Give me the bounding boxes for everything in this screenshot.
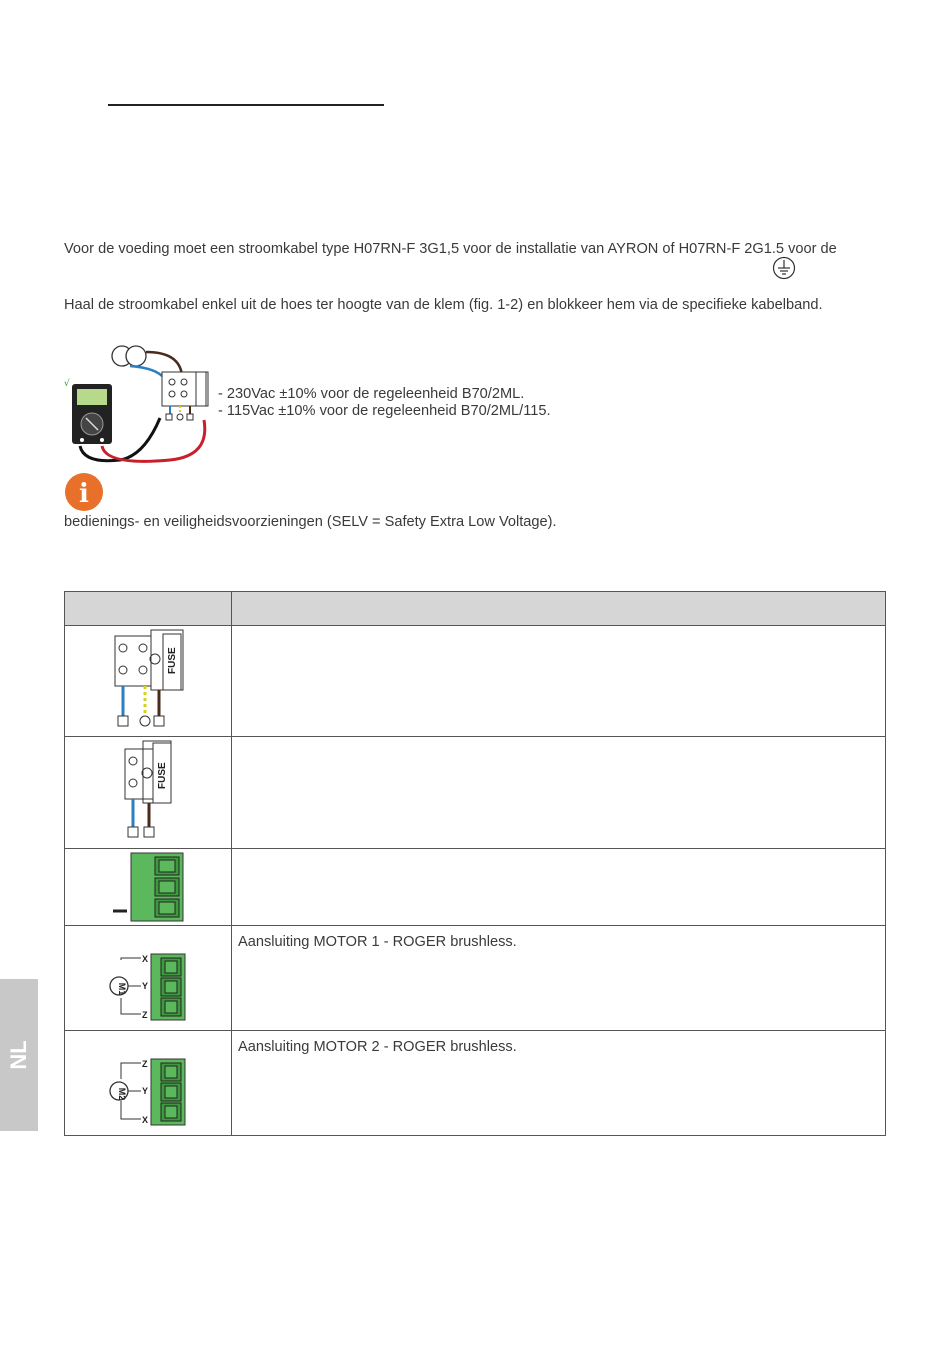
svg-text:i: i	[79, 479, 89, 509]
svg-text:Y: Y	[142, 1086, 149, 1096]
earth-symbol-icon	[772, 256, 796, 280]
header-cell-description	[232, 592, 886, 626]
table-row	[65, 926, 886, 1031]
language-tab-label: NL	[6, 1040, 31, 1070]
motor-icon	[65, 926, 231, 1030]
motor-icon	[65, 1031, 231, 1135]
connection-table	[64, 591, 886, 1136]
svg-text:√: √	[64, 379, 70, 389]
svg-text:Y: Y	[142, 981, 149, 991]
row-description: Aansluiting MOTOR 1 - ROGER brushless.	[238, 934, 517, 950]
row-description	[232, 626, 885, 634]
cable-paragraph: Voor de voeding moet een stroomkabel type H07RN-F 3G1,5 voor de installatie van AYRON of H07RN-F 2G1.5 voor de	[64, 241, 837, 257]
svg-text:FUSE: FUSE	[157, 762, 168, 789]
svg-text:X: X	[142, 1115, 149, 1125]
green-connector-icon	[65, 849, 231, 925]
row-description	[232, 849, 885, 857]
svg-text:X: X	[142, 954, 149, 964]
fuse-terminal-icon	[65, 626, 231, 736]
svg-text:Z: Z	[142, 1059, 148, 1069]
header-cell-terminal	[65, 592, 232, 626]
multimeter-icon	[60, 338, 220, 470]
selv-paragraph: bedienings- en veiligheidsvoorzieningen (SELV = Safety Extra Low Voltage).	[64, 514, 557, 530]
table-header	[65, 592, 886, 626]
row-description	[232, 737, 885, 745]
table-row	[65, 626, 886, 737]
info-icon	[64, 472, 104, 512]
clamp-paragraph: Haal de stroomkabel enkel uit de hoes ter hoogte van de klem (fig. 1-2) en blokkeer hem via de specifieke kabelband.	[64, 297, 823, 313]
fuse-terminal-icon	[65, 737, 231, 848]
svg-text:M2: M2	[117, 1087, 127, 1101]
svg-text:FUSE: FUSE	[167, 647, 178, 674]
svg-text:Z: Z	[142, 1010, 148, 1020]
table-row	[65, 737, 886, 849]
table-row	[65, 849, 886, 926]
voltage-line-1: - 230Vac ±10% voor de regeleenheid B70/2ML.	[218, 386, 525, 402]
svg-text:M1: M1	[117, 982, 127, 996]
title-underline	[108, 104, 384, 106]
transformer-icon	[112, 346, 146, 366]
table-row	[65, 1031, 886, 1136]
voltage-line-2: - 115Vac ±10% voor de regeleenheid B70/2ML/115.	[218, 403, 551, 419]
language-side-tab	[0, 979, 38, 1131]
row-description: Aansluiting MOTOR 2 - ROGER brushless.	[238, 1039, 517, 1055]
